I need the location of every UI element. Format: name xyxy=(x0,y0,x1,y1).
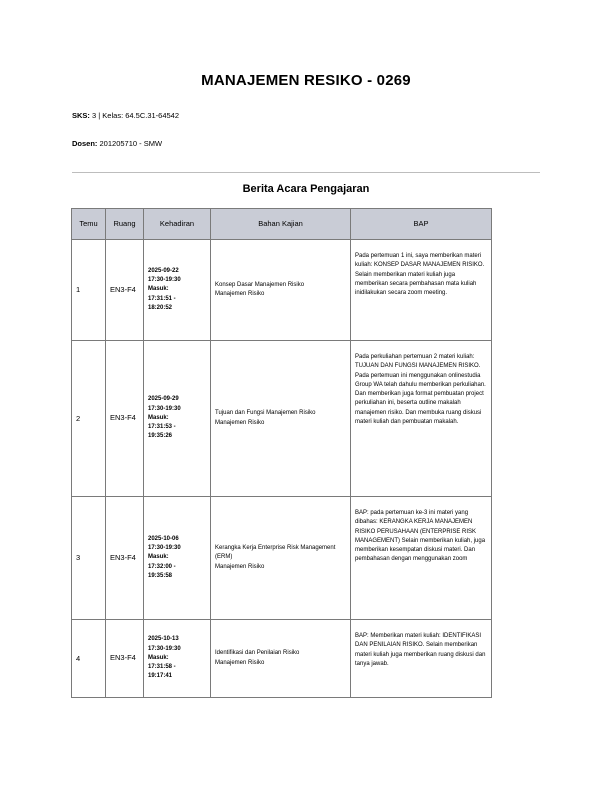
kehadiran-in: 17:31:53 - xyxy=(148,424,176,431)
kehadiran-in: 17:31:58 - xyxy=(148,664,176,671)
cell-bap: BAP: Memberikan materi kuliah: IDENTIFIKASI DAN PENILAIAN RISIKO. Selain memberikan materi kuliah juga memberikan ruang diskusi dan tanya jawab. xyxy=(351,620,492,698)
course-title: MANAJEMEN RESIKO - 0269 xyxy=(201,72,411,89)
cell-bahan-kajian xyxy=(211,620,351,698)
cell-ruang: EN3-F4 xyxy=(106,497,144,620)
kehadiran-out: 19:35:58 xyxy=(148,572,173,579)
kehadiran-masuk-label: Masuk: xyxy=(148,654,169,661)
cell-kehadiran xyxy=(144,620,211,698)
kehadiran-masuk-label: Masuk: xyxy=(148,414,169,421)
kehadiran-out: 19:35:26 xyxy=(148,433,173,440)
kehadiran-masuk-label: Masuk: xyxy=(148,554,169,561)
dosen-line xyxy=(72,139,162,148)
kehadiran-date: 2025-10-06 xyxy=(148,535,179,542)
bahan-course: Manajemen Risiko xyxy=(215,563,265,570)
kehadiran-in: 17:31:51 - xyxy=(148,295,176,302)
bahan-topic: Identifikasi dan Penilaian Risiko xyxy=(215,650,300,657)
kehadiran-time: 17:30-19:30 xyxy=(148,277,181,284)
cell-bahan-kajian xyxy=(211,497,351,620)
sks-line xyxy=(72,111,179,120)
cell-kehadiran xyxy=(144,341,211,497)
cell-bahan-kajian xyxy=(211,341,351,497)
kehadiran-time: 17:30-19:30 xyxy=(148,545,181,552)
sks-value: 3 | Kelas: 64.5C.31-64542 xyxy=(92,111,180,120)
bahan-course: Manajemen Risiko xyxy=(215,291,265,297)
kehadiran-date: 2025-09-29 xyxy=(148,396,179,403)
kehadiran-time: 17:30-19:30 xyxy=(148,645,181,652)
header-bahan-kajian: Bahan Kajian xyxy=(211,209,351,240)
divider xyxy=(72,172,540,173)
table-row xyxy=(72,497,492,620)
sks-label: SKS: xyxy=(72,111,90,120)
kehadiran-date: 2025-10-13 xyxy=(148,636,179,643)
header-kehadiran: Kehadiran xyxy=(144,209,211,240)
cell-temu: 4 xyxy=(72,620,106,698)
cell-ruang: EN3-F4 xyxy=(106,341,144,497)
bahan-topic: Tujuan dan Fungsi Manajemen Risiko xyxy=(215,410,316,417)
header-ruang: Ruang xyxy=(106,209,144,240)
bahan-topic: Kerangka Kerja Enterprise Risk Management (ERM) xyxy=(215,545,336,561)
kehadiran-time: 17:30-19:30 xyxy=(148,405,181,412)
cell-bap: Pada pertemuan 1 ini, saya memberikan materi kuliah: KONSEP DASAR MANAJEMEN RISIKO. Selain memberikan materi kuliah juga memberikan secara pembahasan mata kuliah inidilakukan secara zoom meeting. xyxy=(351,240,492,341)
kehadiran-date: 2025-09-22 xyxy=(148,267,179,274)
cell-kehadiran xyxy=(144,240,211,341)
cell-bap: Pada perkuliahan pertemuan 2 materi kuliah: TUJUAN DAN FUNGSI MANAJEMEN RISIKO. Pada pertemuan ini menggunakan onlinestudia Group WA telah dahulu memberikan perkuliahan. Dan memberikan juga format pembuatan project perkuliahan ini, beserta outline makalah manajemen risiko. Dan membuka ruang diskusi materi kuliah dan pembuatan makalah. xyxy=(351,341,492,497)
cell-temu: 3 xyxy=(72,497,106,620)
table-row xyxy=(72,341,492,497)
header-bap: BAP xyxy=(351,209,492,240)
cell-bap: BAP: pada pertemuan ke-3 ini materi yang dibahas: KERANGKA KERJA MANAJEMEN RISIKO PERUSAHAAN (ENTERPRISE RISK MANAGEMENT) Selain memberikan kuliah, juga memberikan kesempatan diskusi materi. Dan pembahasan dengan menggunakan zoom xyxy=(351,497,492,620)
section-title: Berita Acara Pengajaran xyxy=(242,183,370,195)
dosen-label: Dosen: xyxy=(72,139,98,148)
table-row xyxy=(72,620,492,698)
kehadiran-masuk-label: Masuk: xyxy=(148,286,169,293)
cell-temu: 1 xyxy=(72,240,106,341)
cell-ruang: EN3-F4 xyxy=(106,620,144,698)
table-header-row xyxy=(72,209,492,240)
cell-kehadiran xyxy=(144,497,211,620)
cell-temu: 2 xyxy=(72,341,106,497)
kehadiran-out: 18:20:52 xyxy=(148,304,173,311)
dosen-value: 201205710 - SMW xyxy=(99,139,163,148)
table-row xyxy=(72,240,492,341)
cell-ruang: EN3-F4 xyxy=(106,240,144,341)
bahan-course: Manajemen Risiko xyxy=(215,419,265,426)
bap-table xyxy=(71,208,492,698)
cell-bahan-kajian xyxy=(211,240,351,341)
header-temu: Temu xyxy=(72,209,106,240)
bahan-course: Manajemen Risiko xyxy=(215,659,265,666)
kehadiran-out: 19:17:41 xyxy=(148,673,173,680)
kehadiran-in: 17:32:00 - xyxy=(148,563,176,570)
bahan-topic: Konsep Dasar Manajemen Risiko xyxy=(215,281,305,288)
